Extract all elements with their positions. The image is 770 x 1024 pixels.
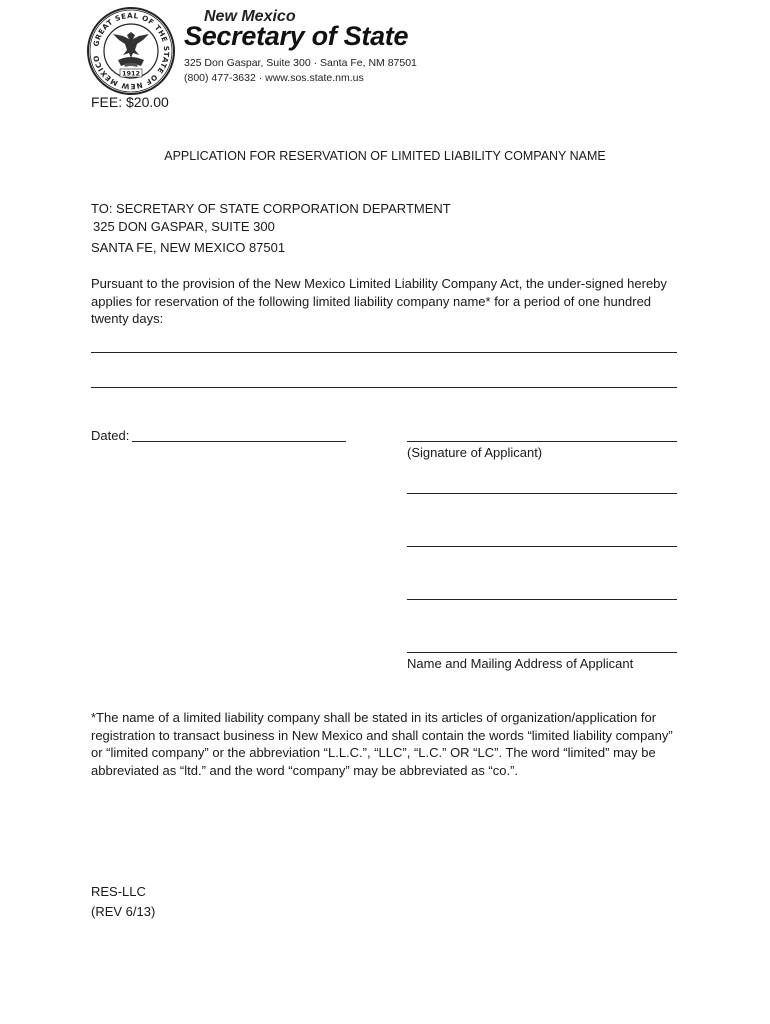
revision-label: (REV 6/13) — [91, 904, 156, 919]
applicant-address-line-1[interactable] — [407, 493, 677, 494]
recipient-line-1: TO: SECRETARY OF STATE CORPORATION DEPARTMENT — [91, 201, 451, 216]
agency-title: Secretary of State — [184, 21, 409, 51]
recipient-line-3: SANTA FE, NEW MEXICO 87501 — [91, 240, 286, 255]
name-address-label: Name and Mailing Address of Applicant — [407, 656, 634, 671]
applicant-address-line-3[interactable] — [407, 599, 677, 600]
dated-label: Dated: — [91, 428, 130, 443]
agency-address: 325 Don Gaspar, Suite 300 · Santa Fe, NM 87501 — [184, 57, 417, 69]
agency-subtitle: New Mexico — [204, 8, 296, 25]
applicant-address-line-4[interactable] — [407, 652, 677, 653]
agency-contact: (800) 477-3632 · www.sos.state.nm.us — [184, 72, 364, 84]
company-name-line-2[interactable] — [91, 387, 677, 388]
applicant-address-line-2[interactable] — [407, 546, 677, 547]
signature-field[interactable] — [407, 441, 677, 442]
recipient-line-2: 325 DON GASPAR, SUITE 300 — [93, 219, 275, 234]
footnote: *The name of a limited liability company shall be stated in its articles of organization/application for registration to transact business in New Mexico and shall contain the words “limited liability company” or “limited company” or the abbreviation “L.L.C.”, “LLC”, “L.C.” OR “LC”. The word “limited” may be abbreviated as “ltd.” and the word “company” may be abbreviated as “co.”. — [91, 710, 673, 778]
document-title: APPLICATION FOR RESERVATION OF LIMITED LIABILITY COMPANY NAME — [164, 149, 606, 163]
seal-year: 1912 — [121, 69, 141, 78]
state-seal-icon — [86, 6, 176, 96]
eagle-icon — [113, 32, 149, 67]
signature-label: (Signature of Applicant) — [407, 445, 543, 460]
seal-text: GREAT SEAL OF THE STATE OF NEW MEXICO — [91, 10, 172, 92]
form-id: RES-LLC — [91, 884, 146, 899]
dated-field[interactable] — [132, 441, 346, 442]
body-paragraph: Pursuant to the provision of the New Mexico Limited Liability Company Act, the under-signed hereby applies for reservation of the following limited liability company name* for a period of one hundred twenty days: — [91, 276, 667, 326]
company-name-line-1[interactable] — [91, 352, 677, 353]
fee-label: FEE: $20.00 — [91, 94, 169, 110]
